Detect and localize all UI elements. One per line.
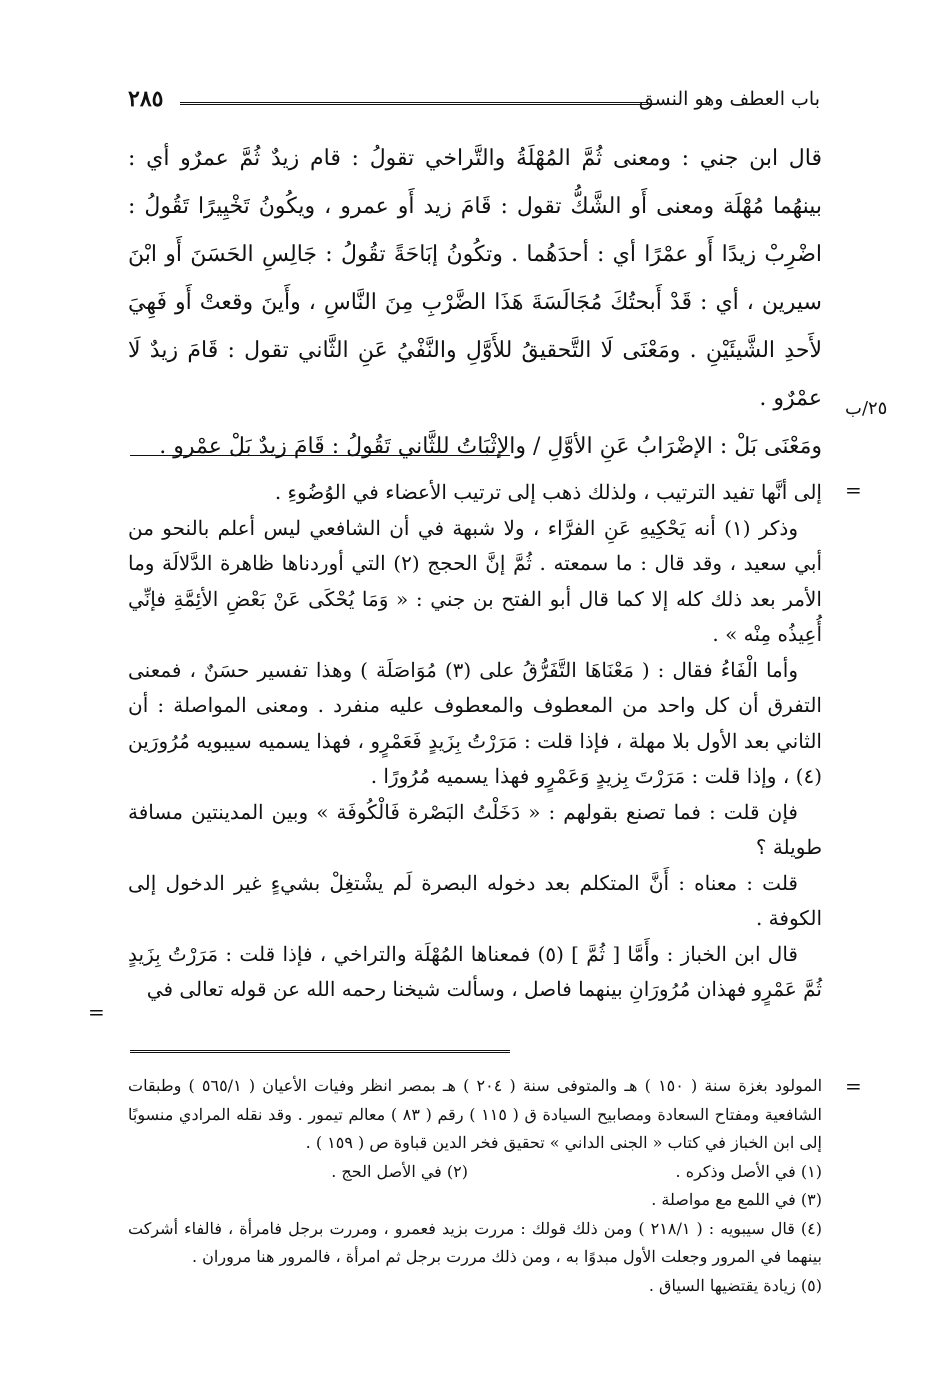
text-separator-rule bbox=[130, 455, 510, 456]
footnote-1: (١) في الأصل وذكره . bbox=[675, 1161, 822, 1181]
chapter-title: باب العطف وهو النسق bbox=[638, 88, 820, 110]
commentary-paragraph: قال ابن الخباز : وأَمَّا [ ثُمَّ ] (٥) فمعناها المُهْلَة والتراخي ، فإذا قلت : مَرَرْتُ بِزَيدٍ ثُمَّ عَمْرٍو فهذان مُرُورَانِ بينهما فاصل ، وسألت شيخنا رحمه الله عن قوله تعالى في bbox=[128, 941, 822, 1001]
footnote-biography: المولود بغزة سنة ( ١٥٠ ) هـ والمتوفى سنة ( ٢٠٤ ) هـ بمصر انظر وفيات الأعيان ( ٥٦٥/١ ) وطبقات الشافعية ومفتاح السعادة ومصابيح السيادة ق ( ١١٥ ) رقم ( ٨٣ ) معالم تيمور . وقد نقله المرادي منسوبًا إلى ابن الخباز في كتاب « الجنى الداني » تحقيق فخر الدين قباوة ص ( ١٥٩ ) . bbox=[128, 1076, 823, 1152]
commentary-paragraph: قلت : معناه : أَنَّ المتكلم بعد دخوله البصرة لَم يشْتغِلْ بشيءٍ غير الدخول إلى الكوفة . bbox=[128, 870, 822, 930]
commentary bbox=[128, 475, 822, 1008]
main-paragraph: ومَعْنَى بَلْ : الإضْرَابُ عَنِ الأوَّلِ / والإثْبَاتُ للثَّاني تَقُولُ : قَامَ زيدٌ بَلْ عمْرو . bbox=[159, 434, 822, 459]
footnote-pair bbox=[128, 1158, 822, 1187]
footnote-3: (٣) في اللمع مع مواصلة . bbox=[651, 1190, 822, 1209]
page-number: ٢٨٥ bbox=[128, 86, 164, 112]
footnote-2: (٢) في الأصل الحج . bbox=[331, 1161, 468, 1181]
footnotes bbox=[128, 1072, 822, 1300]
commentary-paragraph: فإن قلت : فما تصنع بقولهم : « دَخَلْتُ البَصْرة فَالْكُوفَة » وبين المدينتين مسافة طويلة ؟ bbox=[128, 799, 822, 859]
commentary-paragraph: وأما الْفَاءُ فقال : ( مَعْنَاهَا التَّفَرُّقُ على (٣) مُوَاصَلَة ) وهذا تفسير حسَنٌ ، فمعنى التفرق أن كل واحد من المعطوف والمعطوف عليه منفرد . ومعنى المواصلة : أن الثاني بعد الأول بلا مهلة ، فإذا قلت : مَرَرْتُ بِزَيدٍ فَعَمْرٍو ، فهذا يسميه سيبويه مُرُورَين (٤) ، وإذا قلت : مَرَرْتَ بِزيدٍ وَعَمْرٍو فهذا يسميه مُرُورًا . bbox=[128, 657, 822, 788]
continuation-mark-end: = bbox=[88, 1000, 105, 1024]
commentary-paragraph: وذكر (١) أنه يَحْكِيهِ عَنِ الفرَّاء ، ولا شبهة في أن الشافعي ليس أعلم بالنحو من أبي سعيد ، وقد قال : ما سمعته . ثُمَّ إنَّ الحجج (٢) التي أوردناها ظاهرة الدَّلالَة وما الأمر بعد ذلك كله إلا كما قال أبو الفتح بن جني : « وَمَا يُحْكَى عَنْ بَعْضِ الأئِمَّةِ فإنِّي أُعِيذُه مِنْه » . bbox=[128, 515, 823, 646]
footnote-5: (٥) زيادة يقتضيها السياق . bbox=[648, 1275, 822, 1295]
header-rule bbox=[180, 102, 648, 105]
commentary-paragraph: إلى أنَّها تفيد الترتيب ، ولذلك ذهب إلى ترتيب الأعضاء في الوُضُوءِ . bbox=[274, 480, 822, 504]
footnote-separator-rule bbox=[130, 1050, 510, 1053]
footnote-4: (٤) قال سيبويه : ( ٢١٨/١ ) ومن ذلك قولك : مررت بزيد فعمرو ، ومررت برجل فامرأة ، فالفاء أشركت بينهما في المرور وجعلت الأول مبدوًا به ، ومن ذلك مررت برجل ثم امرأة ، فالمرور هنا مروران . bbox=[128, 1218, 823, 1266]
main-text bbox=[128, 135, 822, 471]
manuscript-folio-note: ٢٥/ب bbox=[845, 398, 888, 419]
page-header bbox=[128, 88, 820, 120]
footnote-continuation-mark: = bbox=[845, 1074, 862, 1098]
main-paragraph: قال ابن جني : ومعنى ثُمَّ المُهْلَةُ والتَّراخي تقولُ : قام زيدٌ ثُمَّ عمرٌو أي : بينهُما مُهْلَة ومعنى أَو الشَّكُّ تقول : قَامَ زيد أَو عمرو ، ويكُونُ تَخْيِيرًا تَقُولُ : اضْرِبْ زيدًا أَو عمْرًا أي : أحدَهُما . وتكُونُ إبَاحَةً تقُولُ : جَالِسِ الحَسَنَ أَو ابْنَ سيرين ، أي : قَدْ أَبحتُكَ مُجَالَسَةَ هَذَا الضَّرْبِ مِنَ النَّاسِ ، وأَينَ وقعتْ أَو فَهِيَ لأَحدِ الشَّيئَيْنِ . ومَعْنَى لَا التَّحقيقُ للأَوَّلِ والنَّفْيُ عَنِ الثَّاني تقول : قَامَ زيدٌ لَا عمْرٌو . bbox=[128, 146, 822, 411]
continuation-mark: = bbox=[845, 478, 862, 502]
